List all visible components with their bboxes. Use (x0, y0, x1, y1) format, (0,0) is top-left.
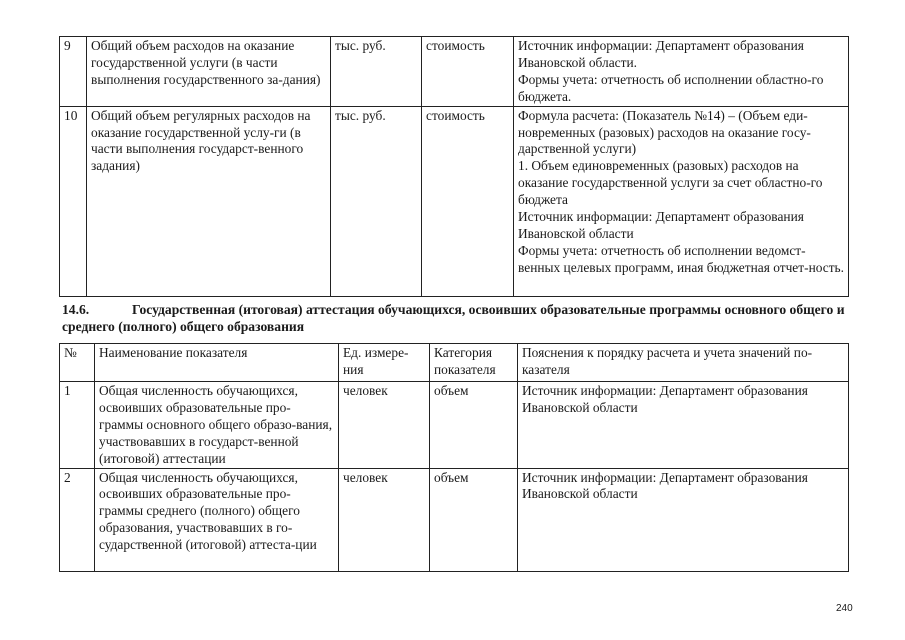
notes-line: Источник информации: Департамент образования Ивановской области. (518, 38, 804, 70)
indicator-unit: тыс. руб. (331, 37, 422, 107)
section-heading (62, 301, 852, 335)
indicators-table-continued (59, 36, 849, 297)
indicator-name: Общий объем регулярных расходов на оказание государственной услу-ги (в части выполнения государст-венного задания) (87, 106, 331, 296)
header-name: Наименование показателя (95, 344, 339, 382)
notes-line: Формула расчета: (Показатель №14) – (Объем еди-новременных (разовых) расходов на оказание госу-дарственной услуги) (518, 107, 811, 157)
table-row (60, 382, 849, 469)
notes-line: Формы учета: отчетность об исполнении областно-го бюджета. (518, 71, 824, 104)
indicator-notes (514, 37, 849, 107)
row-number: 10 (60, 106, 87, 296)
row-number: 9 (60, 37, 87, 107)
table-header-row (60, 344, 849, 382)
attestation-indicators-table (59, 343, 849, 572)
indicator-notes: Источник информации: Департамент образования Ивановской области (518, 382, 849, 469)
table-row (60, 106, 849, 296)
header-category: Категория показателя (430, 344, 518, 382)
page-number: 240 (836, 603, 853, 614)
indicator-notes: Источник информации: Департамент образования Ивановской области (518, 468, 849, 571)
indicator-category: стоимость (422, 37, 514, 107)
indicator-unit: человек (339, 382, 430, 469)
notes-line: 1. Объем единовременных (разовых) расходов на оказание государственной услуги за счет областно-го бюджета (518, 158, 823, 208)
header-num: № (60, 344, 95, 382)
indicator-unit: тыс. руб. (331, 106, 422, 296)
indicator-name: Общий объем расходов на оказание государственной услуги (в части выполнения государственного за-дания) (87, 37, 331, 107)
section-number: 14.6. (62, 302, 90, 317)
indicator-category: объем (430, 382, 518, 469)
header-notes: Пояснения к порядку расчета и учета значений по-казателя (518, 344, 849, 382)
row-number: 2 (60, 468, 95, 571)
notes-line: Формы учета: отчетность об исполнении ведомст-венных целевых программ, иная бюджетная отчет-ность. (518, 242, 845, 275)
table-row (60, 468, 849, 571)
indicator-category: объем (430, 468, 518, 571)
header-unit: Ед. измере-ния (339, 344, 430, 382)
indicator-name: Общая численность обучающихся, освоивших образовательные про-граммы среднего (полного) общего образования, участвовавших в го-сударственной (итоговой) аттеста-ции (95, 468, 339, 571)
row-number: 1 (60, 382, 95, 469)
indicator-category: стоимость (422, 106, 514, 296)
indicator-notes (514, 106, 849, 296)
notes-line: Источник информации: Департамент образования Ивановской области (518, 209, 804, 241)
indicator-unit: человек (339, 468, 430, 571)
indicator-name: Общая численность обучающихся, освоивших образовательные про-граммы основного общего образо-вания, участвовавших в государст-венной (итоговой) аттестации (95, 382, 339, 469)
section-title: Государственная (итоговая) аттестация обучающихся, освоивших образовательные программы основного общего и среднего (полного) общего образования (62, 302, 845, 334)
table-row (60, 37, 849, 107)
